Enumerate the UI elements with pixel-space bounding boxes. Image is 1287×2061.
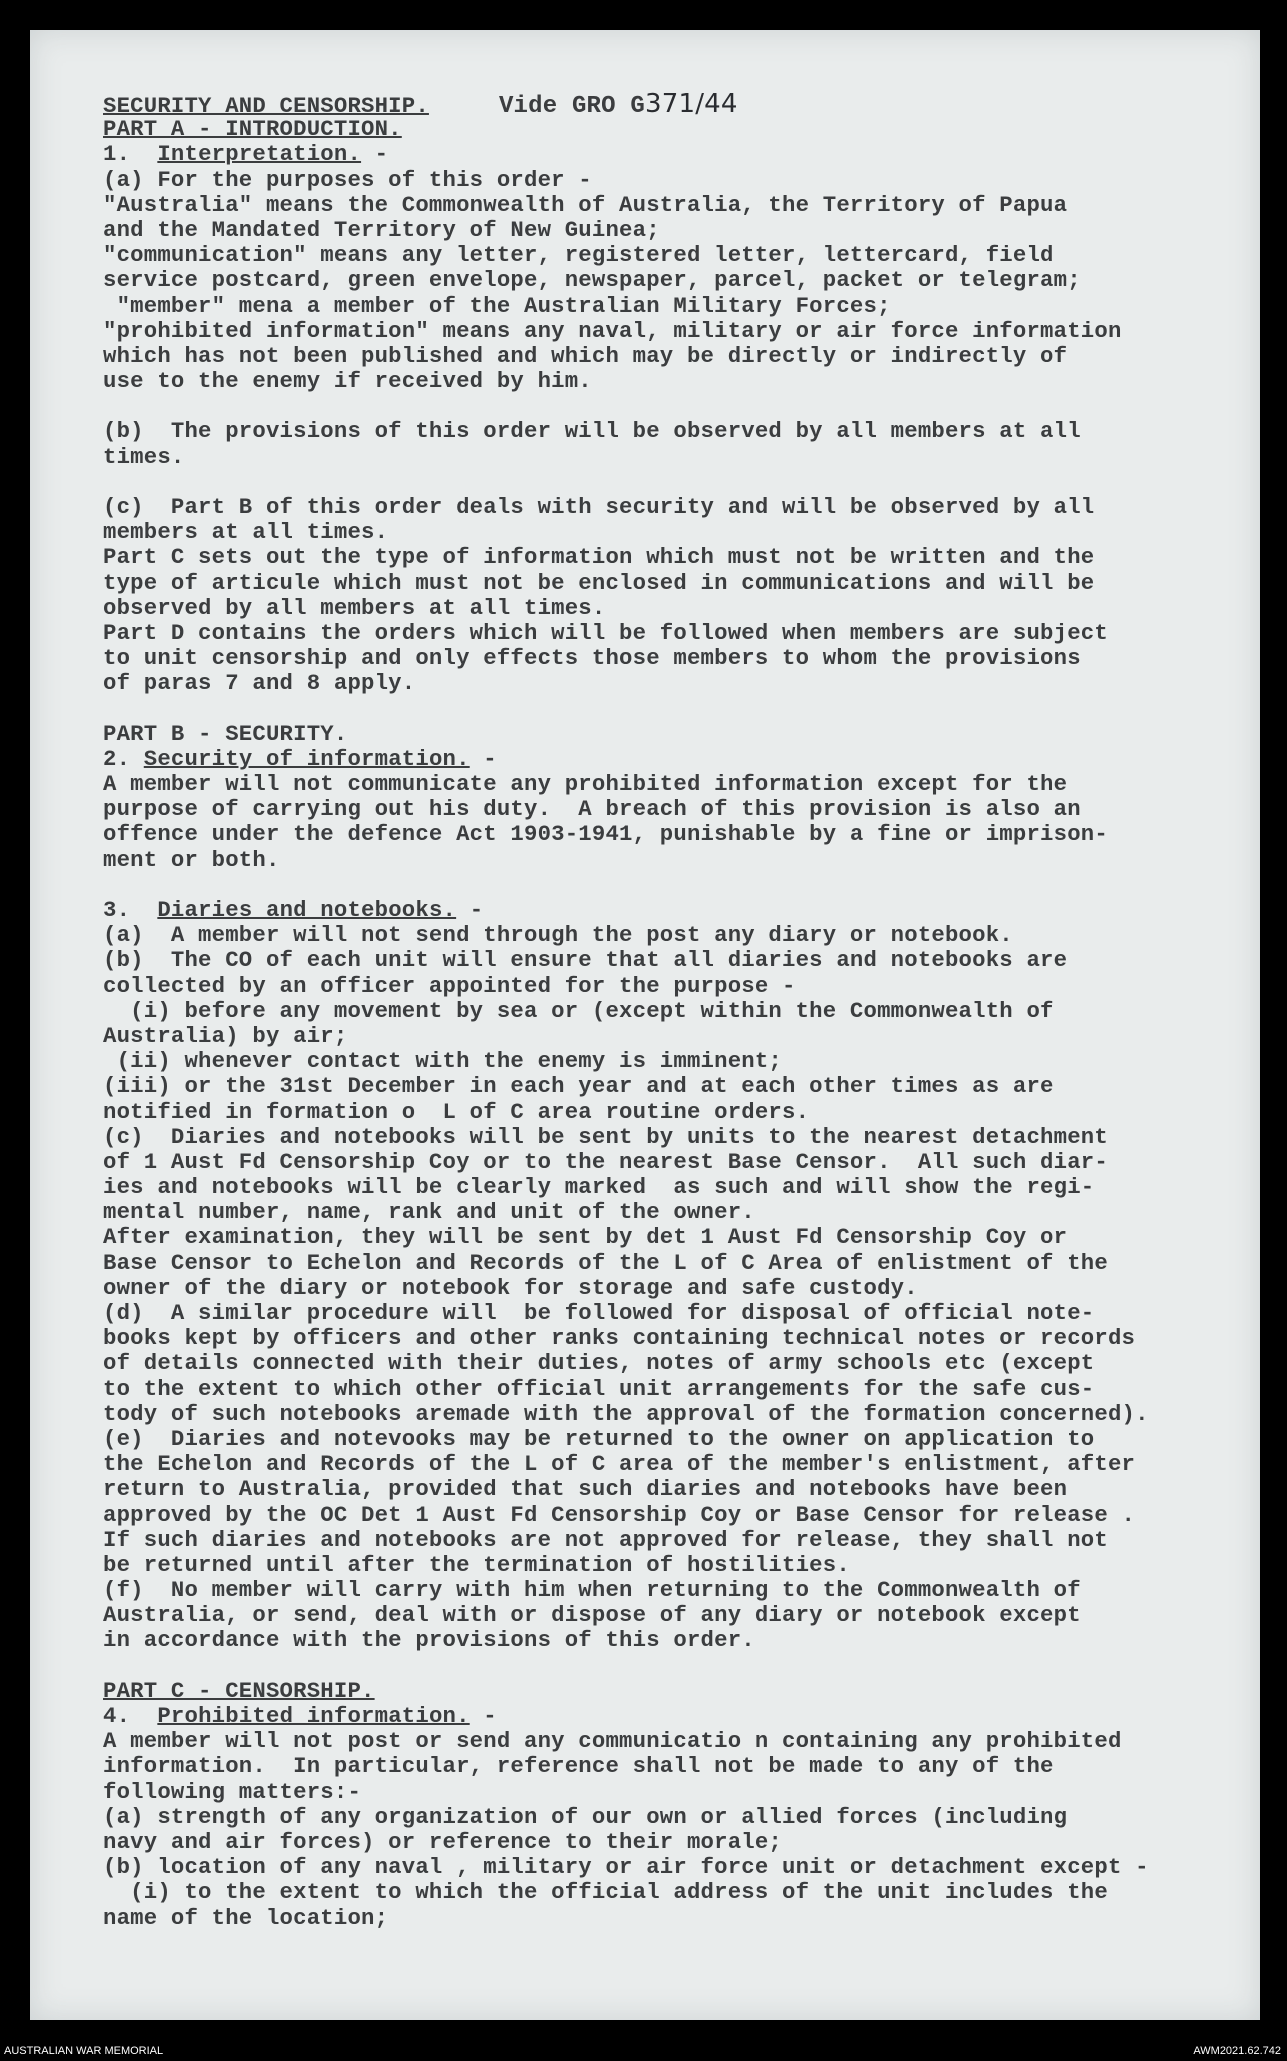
text-line: (c) Diaries and notebooks will be sent by units to the nearest detachment (103, 1123, 1108, 1150)
section-2-dash: - (469, 745, 497, 772)
text-line: times. (103, 443, 185, 470)
document-page (30, 30, 1260, 2020)
section-3-number: 3. (103, 897, 131, 923)
text-line: and the Mandated Territory of New Guinea; (103, 216, 660, 243)
text-line: (i) before any movement by sea or (except within the Commonwealth of (103, 997, 1054, 1024)
part-b-heading: PART B - SECURITY. (103, 720, 348, 747)
section-1-heading (103, 142, 1273, 167)
text-line: (b) location of any naval , military or air force unit or detachment except - (103, 1854, 1149, 1881)
text-line: (a) For the purposes of this order - (103, 166, 592, 193)
part-a-heading: PART A - INTRODUCTION. (103, 116, 402, 143)
text-line: (b) The provisions of this order will be observed by all members at all (103, 418, 1081, 445)
section-2-title: Security of information. (143, 745, 470, 772)
text-line: "communication" means any letter, registered letter, lettercard, field (103, 242, 1054, 269)
text-line: notified in formation o L of C area routine orders. (103, 1098, 810, 1125)
text-line: Part D contains the orders which will be followed when members are subject (103, 619, 1108, 646)
text-line: After examination, they will be sent by det 1 Aust Fd Censorship Coy or (103, 1224, 1068, 1251)
text-line: (b) The CO of each unit will ensure that all diaries and notebooks are (103, 947, 1068, 974)
image-footer (0, 2043, 1287, 2061)
document-body (103, 89, 1273, 1931)
section-4-title: Prohibited information. (157, 1703, 470, 1729)
document-title: SECURITY AND CENSORSHIP. (103, 93, 429, 119)
section-2-number: 2. (103, 745, 131, 772)
text-line: Part C sets out the type of information which must not be written and the (103, 544, 1095, 571)
reference-note (498, 89, 738, 120)
text-line: service postcard, green envelope, newspaper, parcel, packet or telegram; (103, 267, 1081, 294)
text-line: tody of such notebooks aremade with the approval of the formation concerned). (103, 1400, 1149, 1427)
text-line: (e) Diaries and notevooks may be returned to the owner on application to (103, 1425, 1095, 1452)
text-line: collected by an officer appointed for the purpose - (103, 972, 796, 999)
text-line: use to the enemy if received by him. (103, 368, 592, 395)
text-line: A member will not communicate any prohibited information except for the (103, 771, 1068, 798)
text-line: of paras 7 and 8 apply. (103, 670, 416, 697)
text-line: return to Australia, provided that such diaries and notebooks have been (103, 1476, 1068, 1503)
text-line: type of articule which must not be enclosed in communications and will be (103, 569, 1095, 596)
text-line: A member will not post or send any communicatio n containing any prohibited (103, 1728, 1122, 1755)
reference-prefix: Vide GRO G (498, 93, 645, 120)
text-line: be returned until after the termination of hostilities. (103, 1551, 850, 1578)
text-line: "prohibited information" means any naval, military or air force information (103, 317, 1122, 344)
text-line: observed by all members at all times. (103, 594, 606, 621)
footer-credit: AUSTRALIAN WAR MEMORIAL (4, 2045, 164, 2057)
document-header (103, 89, 1273, 120)
section-1-dash: - (361, 141, 389, 168)
part-c-heading: PART C - CENSORSHIP. (103, 1677, 375, 1704)
footer-accession-number: AWM2021.62.742 (1193, 2045, 1281, 2057)
text-line: the Echelon and Records of the L of C area of the member's enlistment, after (103, 1451, 1136, 1478)
text-line: approved by the OC Det 1 Aust Fd Censorship Coy or Base Censor for release . (103, 1501, 1136, 1528)
text-line: to unit censorship and only effects those members to whom the provisions (103, 645, 1081, 672)
text-line: (a) A member will not send through the post any diary or notebook. (103, 922, 1013, 949)
text-line: Australia) by air; (103, 1022, 348, 1049)
text-line: books kept by officers and other ranks containing technical notes or records (103, 1325, 1136, 1352)
section-1-title: Interpretation. (157, 141, 362, 168)
text-line: (c) Part B of this order deals with security and will be observed by all (103, 494, 1095, 520)
text-line: to the extent to which other official unit arrangements for the safe cus- (103, 1375, 1095, 1402)
text-line: in accordance with the provisions of this order. (103, 1627, 755, 1654)
text-line: ies and notebooks will be clearly marked as such and will show the regi- (103, 1174, 1095, 1201)
text-line: mental number, name, rank and unit of the owner. (103, 1199, 755, 1226)
section-4-heading (103, 1704, 1273, 1729)
text-line: If such diaries and notebooks are not approved for release, they shall not (103, 1526, 1108, 1553)
section-3-dash: - (456, 897, 484, 923)
text-line: offence under the defence Act 1903-1941, punishable by a fine or imprison- (103, 821, 1108, 848)
text-line: following matters:- (103, 1778, 362, 1805)
section-4-number: 4. (103, 1703, 131, 1729)
text-line: ment or both. (103, 846, 280, 873)
text-line: which has not been published and which may be directly or indirectly of (103, 342, 1068, 369)
text-line: (f) No member will carry with him when returning to the Commonwealth of (103, 1577, 1081, 1604)
text-line: information. In particular, reference shall not be made to any of the (103, 1753, 1054, 1780)
text-line: (iii) or the 31st December in each year and at each other times as are (103, 1073, 1054, 1100)
text-line: (a) strength of any organization of our own or allied forces (including (103, 1803, 1068, 1830)
text-line: members at all times. (103, 519, 389, 546)
text-line: purpose of carrying out his duty. A breach of this provision is also an (103, 796, 1081, 823)
text-line: of details connected with their duties, notes of army schools etc (except (103, 1350, 1095, 1377)
text-line: navy and air forces) or reference to their morale; (103, 1828, 783, 1855)
section-2-heading (103, 747, 1273, 772)
text-line: "Australia" means the Commonwealth of Australia, the Territory of Papua (103, 191, 1068, 218)
text-line: Australia, or send, deal with or dispose of any diary or notebook except (103, 1602, 1081, 1629)
text-line: Base Censor to Echelon and Records of the L of C Area of enlistment of the (103, 1249, 1108, 1276)
section-1-number: 1. (103, 141, 131, 168)
section-4-dash: - (469, 1703, 497, 1729)
text-line: name of the location; (103, 1904, 389, 1931)
text-line: (ii) whenever contact with the enemy is imminent; (103, 1048, 783, 1075)
reference-handwritten: 371/44 (644, 89, 738, 119)
text-line: "member" mena a member of the Australian Military Forces; (103, 292, 891, 319)
text-line: owner of the diary or notebook for storage and safe custody. (103, 1274, 918, 1301)
text-line: (d) A similar procedure will be followed for disposal of official note- (103, 1300, 1095, 1326)
section-3-heading (103, 898, 1273, 923)
text-line: (i) to the extent to which the official address of the unit includes the (103, 1879, 1108, 1906)
section-3-title: Diaries and notebooks. (157, 897, 457, 923)
text-line: of 1 Aust Fd Censorship Coy or to the nearest Base Censor. All such diar- (103, 1148, 1108, 1175)
